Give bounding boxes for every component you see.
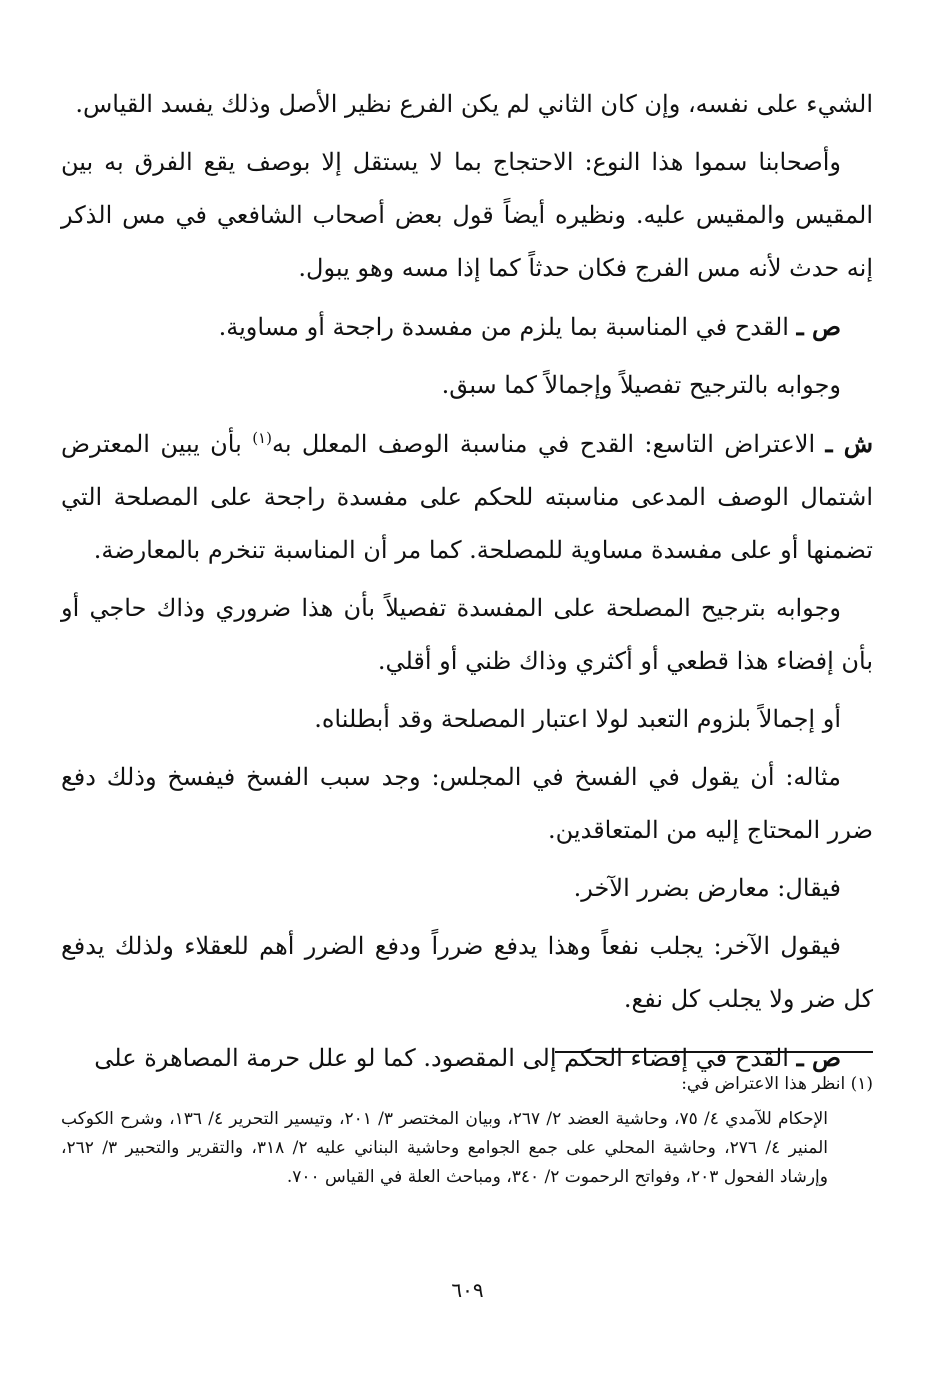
paragraph-5 bbox=[61, 417, 873, 577]
footnote-heading: (١) انظر هذا الاعتراض في: bbox=[681, 1074, 873, 1094]
section-marker: ش ـ bbox=[825, 429, 873, 458]
paragraph-text: الشيء على نفسه، وإن كان الثاني لم يكن الفرع نظير الأصل وذلك يفسد القياس. bbox=[75, 90, 873, 118]
paragraph-2 bbox=[61, 136, 873, 295]
footnotes bbox=[61, 1070, 873, 1192]
paragraph-4 bbox=[61, 359, 873, 412]
paragraph-text: أو إجمالاً بلزوم التعبد لولا اعتبار المصلحة وقد أبطلناه. bbox=[314, 705, 841, 733]
paragraph-text-continued: بأن يبين المعترض اشتمال الوصف المدعى مناسبته للحكم على مفسدة راجحة على المصلحة التي تضمنها أو على مفسدة مساوية للمصلحة. كما مر أن المناسبة تنخرم بالمعارضة. bbox=[61, 430, 873, 564]
paragraph-1 bbox=[61, 78, 873, 131]
paragraph-text: وجوابه بترجيح المصلحة على المفسدة تفصيلاً بأن هذا ضروري وذاك حاجي أو بأن إفضاء هذا قطعي أو أكثري وذاك ظني أو أقلي. bbox=[61, 594, 873, 675]
paragraph-text: القدح في المناسبة بما يلزم من مفسدة راجحة أو مساوية. bbox=[218, 313, 789, 341]
paragraph-text: فيقول الآخر: يجلب نفعاً وهذا يدفع ضرراً ودفع الضرر أهم للعقلاء ولذلك يدفع كل ضر ولا يجلب كل نفع. bbox=[61, 932, 873, 1013]
paragraph-text: القدح في إفضاء الحكم إلى المقصود. كما لو علل حرمة المصاهرة على bbox=[94, 1044, 789, 1072]
footnote-divider bbox=[555, 1051, 873, 1053]
footnote-body: الإحكام للآمدي ٤/ ٧٥، وحاشية العضد ٢/ ٢٦٧، وبيان المختصر ٣/ ٢٠١، وتيسير التحرير ٤/ ١٣٦، وشرح الكوكب المنير ٤/ ٢٧٦، وحاشية المحلي على جمع الجوامع وحاشية البناني عليه ٢/ ٣١٨، والتقرير والتحبير ٣/ ٢٦٢، وإرشاد الفحول ٢٠٣، وفواتح الرحموت ٢/ ٣٤٠، ومباحث العلة في القياس ٧٠٠. bbox=[61, 1109, 829, 1187]
paragraph-6 bbox=[61, 582, 873, 688]
paragraph-text: فيقال: معارض بضرر الآخر. bbox=[573, 874, 841, 902]
section-marker: ص ـ bbox=[796, 312, 841, 341]
page-number: ٦٠٩ bbox=[451, 1278, 484, 1302]
paragraph-text: وجوابه بالترجيح تفصيلاً وإجمالاً كما سبق. bbox=[441, 371, 841, 399]
paragraph-text: مثاله: أن يقول في الفسخ في المجلس: وجد سبب الفسخ فيفسخ وذلك دفع ضرر المحتاج إليه من المتعاقدين. bbox=[61, 763, 873, 844]
paragraph-3 bbox=[61, 300, 873, 354]
paragraph-10 bbox=[61, 920, 873, 1026]
footnote-reference[interactable]: (١) bbox=[252, 429, 272, 447]
paragraph-7 bbox=[61, 693, 873, 746]
main-text bbox=[61, 78, 873, 1090]
paragraph-9 bbox=[61, 862, 873, 915]
section-marker: ص ـ bbox=[796, 1043, 841, 1072]
paragraph-text: الاعتراض التاسع: القدح في مناسبة الوصف المعلل به bbox=[271, 430, 816, 458]
paragraph-8 bbox=[61, 751, 873, 857]
paragraph-text: وأصحابنا سموا هذا النوع: الاحتجاج بما لا يستقل إلا بوصف يقع الفرق به بين المقيس والمقيس عليه. ونظيره أيضاً قول بعض أصحاب الشافعي في مس الذكر إنه حدث لأنه مس الفرج فكان حدثاً كما إذا مسه وهو يبول. bbox=[61, 148, 873, 282]
